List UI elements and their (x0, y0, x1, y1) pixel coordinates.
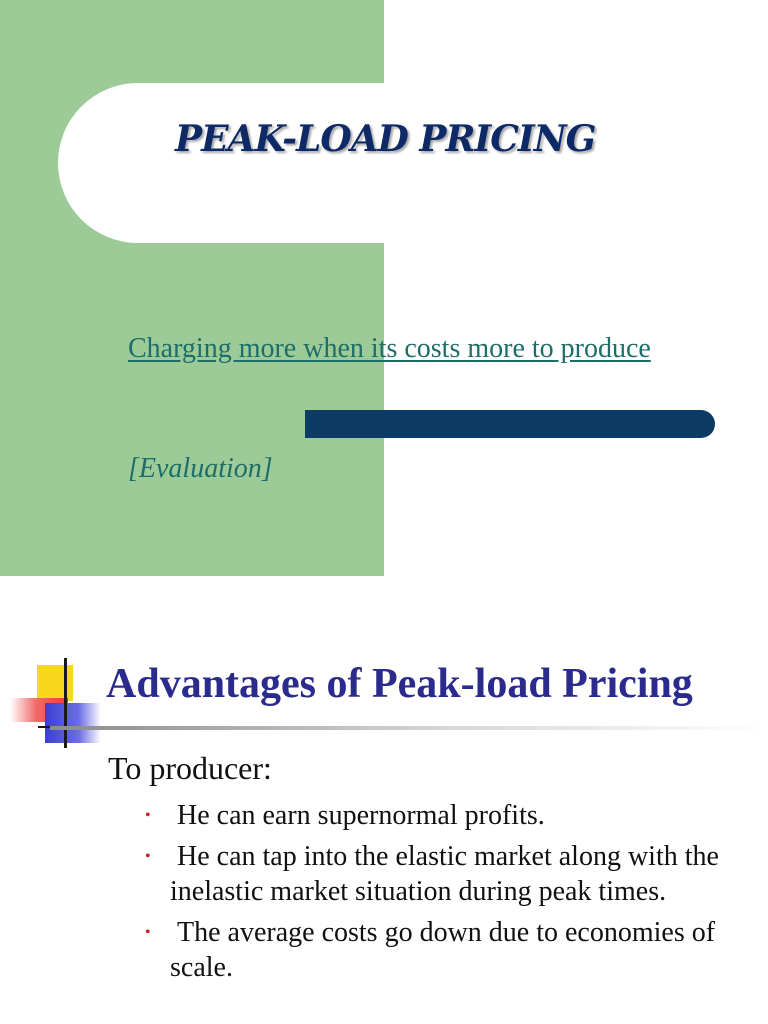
vertical-line (64, 658, 67, 748)
list-item (145, 798, 755, 833)
bullet-icon: • (145, 807, 151, 824)
bullet-text: The average costs go down due to economies of scale. (170, 917, 716, 983)
yellow-square (37, 665, 73, 701)
evaluation-label: [Evaluation] (128, 453, 273, 484)
accent-bar (305, 410, 715, 438)
bullet-text: He can tap into the elastic market along with the inelastic market situation during peak times. (170, 841, 719, 907)
advantages-heading: Advantages of Peak-load Pricing (106, 661, 693, 707)
list-item (145, 839, 755, 909)
lead-text: To producer: (108, 750, 272, 786)
title-divider (50, 726, 768, 730)
blue-square (45, 703, 101, 743)
bullet-icon: • (145, 848, 151, 865)
list-item (145, 915, 755, 985)
bullet-list (145, 798, 755, 991)
bullet-icon: • (145, 924, 151, 941)
subtitle-link[interactable]: Charging more when its costs more to produce (128, 333, 651, 364)
decorative-squares-icon (8, 658, 108, 750)
title-banner (58, 83, 768, 243)
slide-title: PEAK-LOAD PRICING (175, 118, 596, 160)
bullet-text: He can earn supernormal profits. (177, 800, 545, 831)
